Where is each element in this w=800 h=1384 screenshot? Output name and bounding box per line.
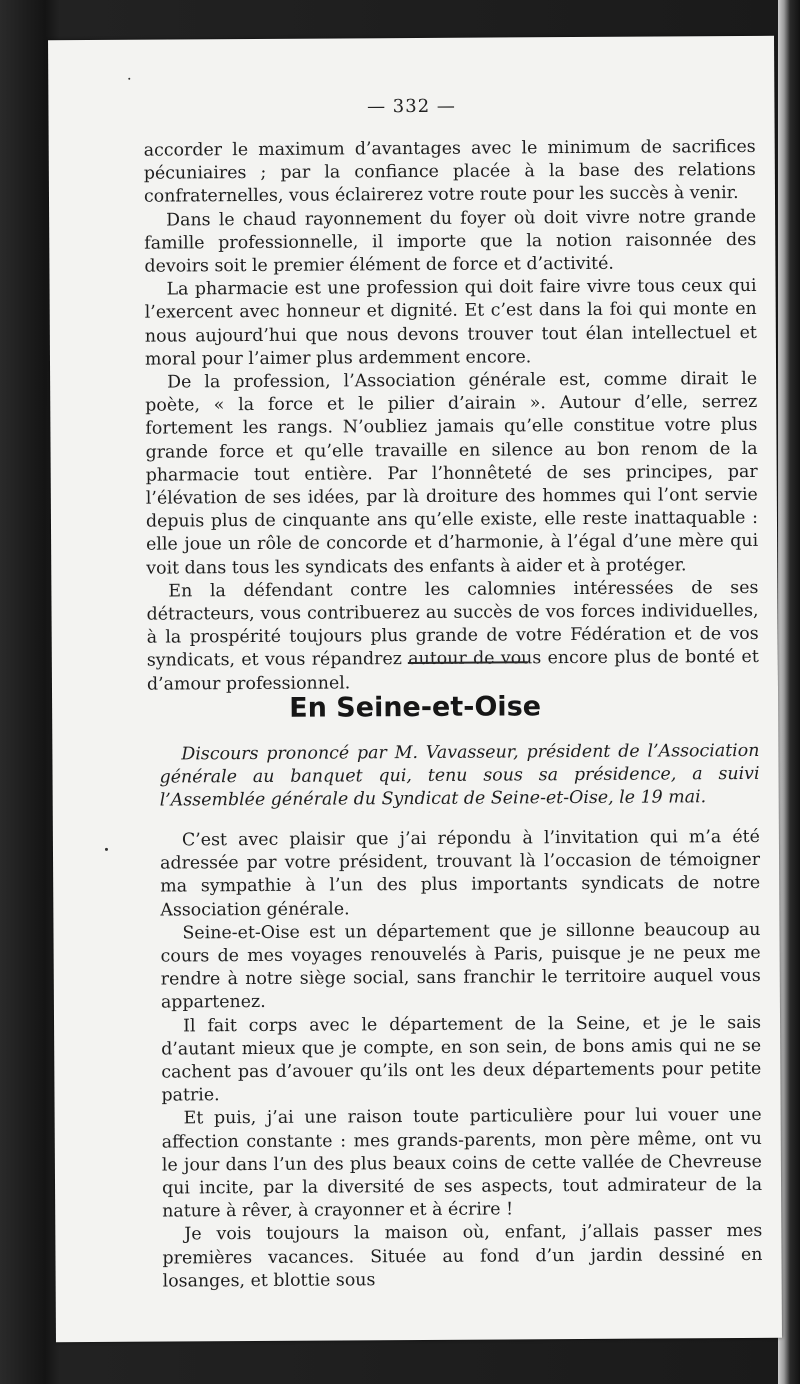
section-heading: En Seine-et-Oise	[289, 691, 542, 724]
book-spine-edge	[778, 0, 800, 1384]
intro-paragraph-5: En la défendant contre les calomnies intéressées de ses détracteurs, vous contribuerez au succès de vos forces individuelles, à la prospérité toujours plus grande de votre Fédération et de vos syndicats, et vous répandrez autour de vous encore plus de bonté et d’amour professionnel.	[146, 577, 759, 695]
intro-paragraph-1: accorder le maximum d’avantages avec le minimum de sacrifices pécuniaires ; par la confiance placée à la base des relations confraternelles, vous éclairerez votre route pour les succès à venir.	[143, 136, 756, 208]
intro-paragraph-3: La pharmacie est une profession qui doit faire vivre tous ceux qui l’exercent avec honneur et dignité. Et c’est dans la foi qui monte en nous aujourd’hui que nous devons trouver tout élan intellectuel et moral pour l’aimer plus ardemment encore.	[144, 276, 757, 370]
section-subtitle-block	[159, 740, 759, 813]
book-page	[48, 36, 782, 1342]
speech-paragraph-3: Il fait corps avec le département de la Seine, et je le sais d’autant mieux que je compte, en son sein, de bons amis qui ne se cachent pas d’avouer qu’ils ont les deux départements pour petite patrie.	[161, 1012, 762, 1106]
speech-paragraph-1: C’est avec plaisir que j’ai répondu à l’invitation qui m’a été adressée par votre président, trouvant là l’occasion de témoigner ma sympathie à l’un des plus importants syndicats de notre Association générale.	[160, 826, 761, 921]
speech-paragraph-4: Et puis, j’ai une raison toute particulière pour lui vouer une affection constante : mes grands-parents, mon père même, ont vu le jour dans l’un des plus beaux coins de cette vallée de Chevreuse qui incite, par la diversité de ses aspects, tout admirateur de la nature à rêver, à crayonner et à écrire !	[161, 1105, 763, 1222]
speech-paragraph-2: Seine-et-Oise est un département que je sillonne beaucoup au cours de mes voyages renouvelés à Paris, puisque je ne peux me rendre à notre siège social, sans franchir le territoire auquel vous appartenez.	[160, 919, 761, 1013]
page-number: — 332 —	[366, 95, 456, 118]
speech-paragraph-5: Je vois toujours la maison où, enfant, j’allais passer mes premières vacances. Située au fond d’un jardin dessiné en losanges, et blottie sous	[162, 1221, 763, 1292]
scan-speck	[105, 848, 108, 851]
intro-paragraph-2: Dans le chaud rayonnement du foyer où doit vivre notre grande famille professionnelle, il importe que la notion raisonnée des devoirs soit le premier élément de force et d’activité.	[144, 206, 757, 277]
speech-text-block	[160, 826, 763, 1294]
intro-paragraph-4: De la profession, l’Association générale est, comme dirait le poète, « la force et le pilier d’airain ». Autour d’elle, serrez fortement les rangs. N’oubliez jamais qu’elle constitue votre plus grande force et qu’elle travaille en silence au bon renom de la pharmacie tout entière. Par l’honnêteté de ses principes, par l’élévation de ses idées, par là droiture des hommes qui l’ont servie depuis plus de cinquante ans qu’elle existe, elle reste inattaquable : elle joue un rôle de concorde et d’harmonie, à l’égal d’une mère qui voit dans tous les syndicats des enfants à aider et à protéger.	[145, 368, 759, 579]
scan-speck	[128, 78, 130, 80]
section-subtitle: Discours prononcé par M. Vavasseur, président de l’Association générale au banquet qui, tenu sous sa présidence, a suivi l’Assemblée générale du Syndicat de Seine-et-Oise, le 19 mai.	[159, 740, 760, 811]
intro-text-block	[144, 136, 759, 697]
